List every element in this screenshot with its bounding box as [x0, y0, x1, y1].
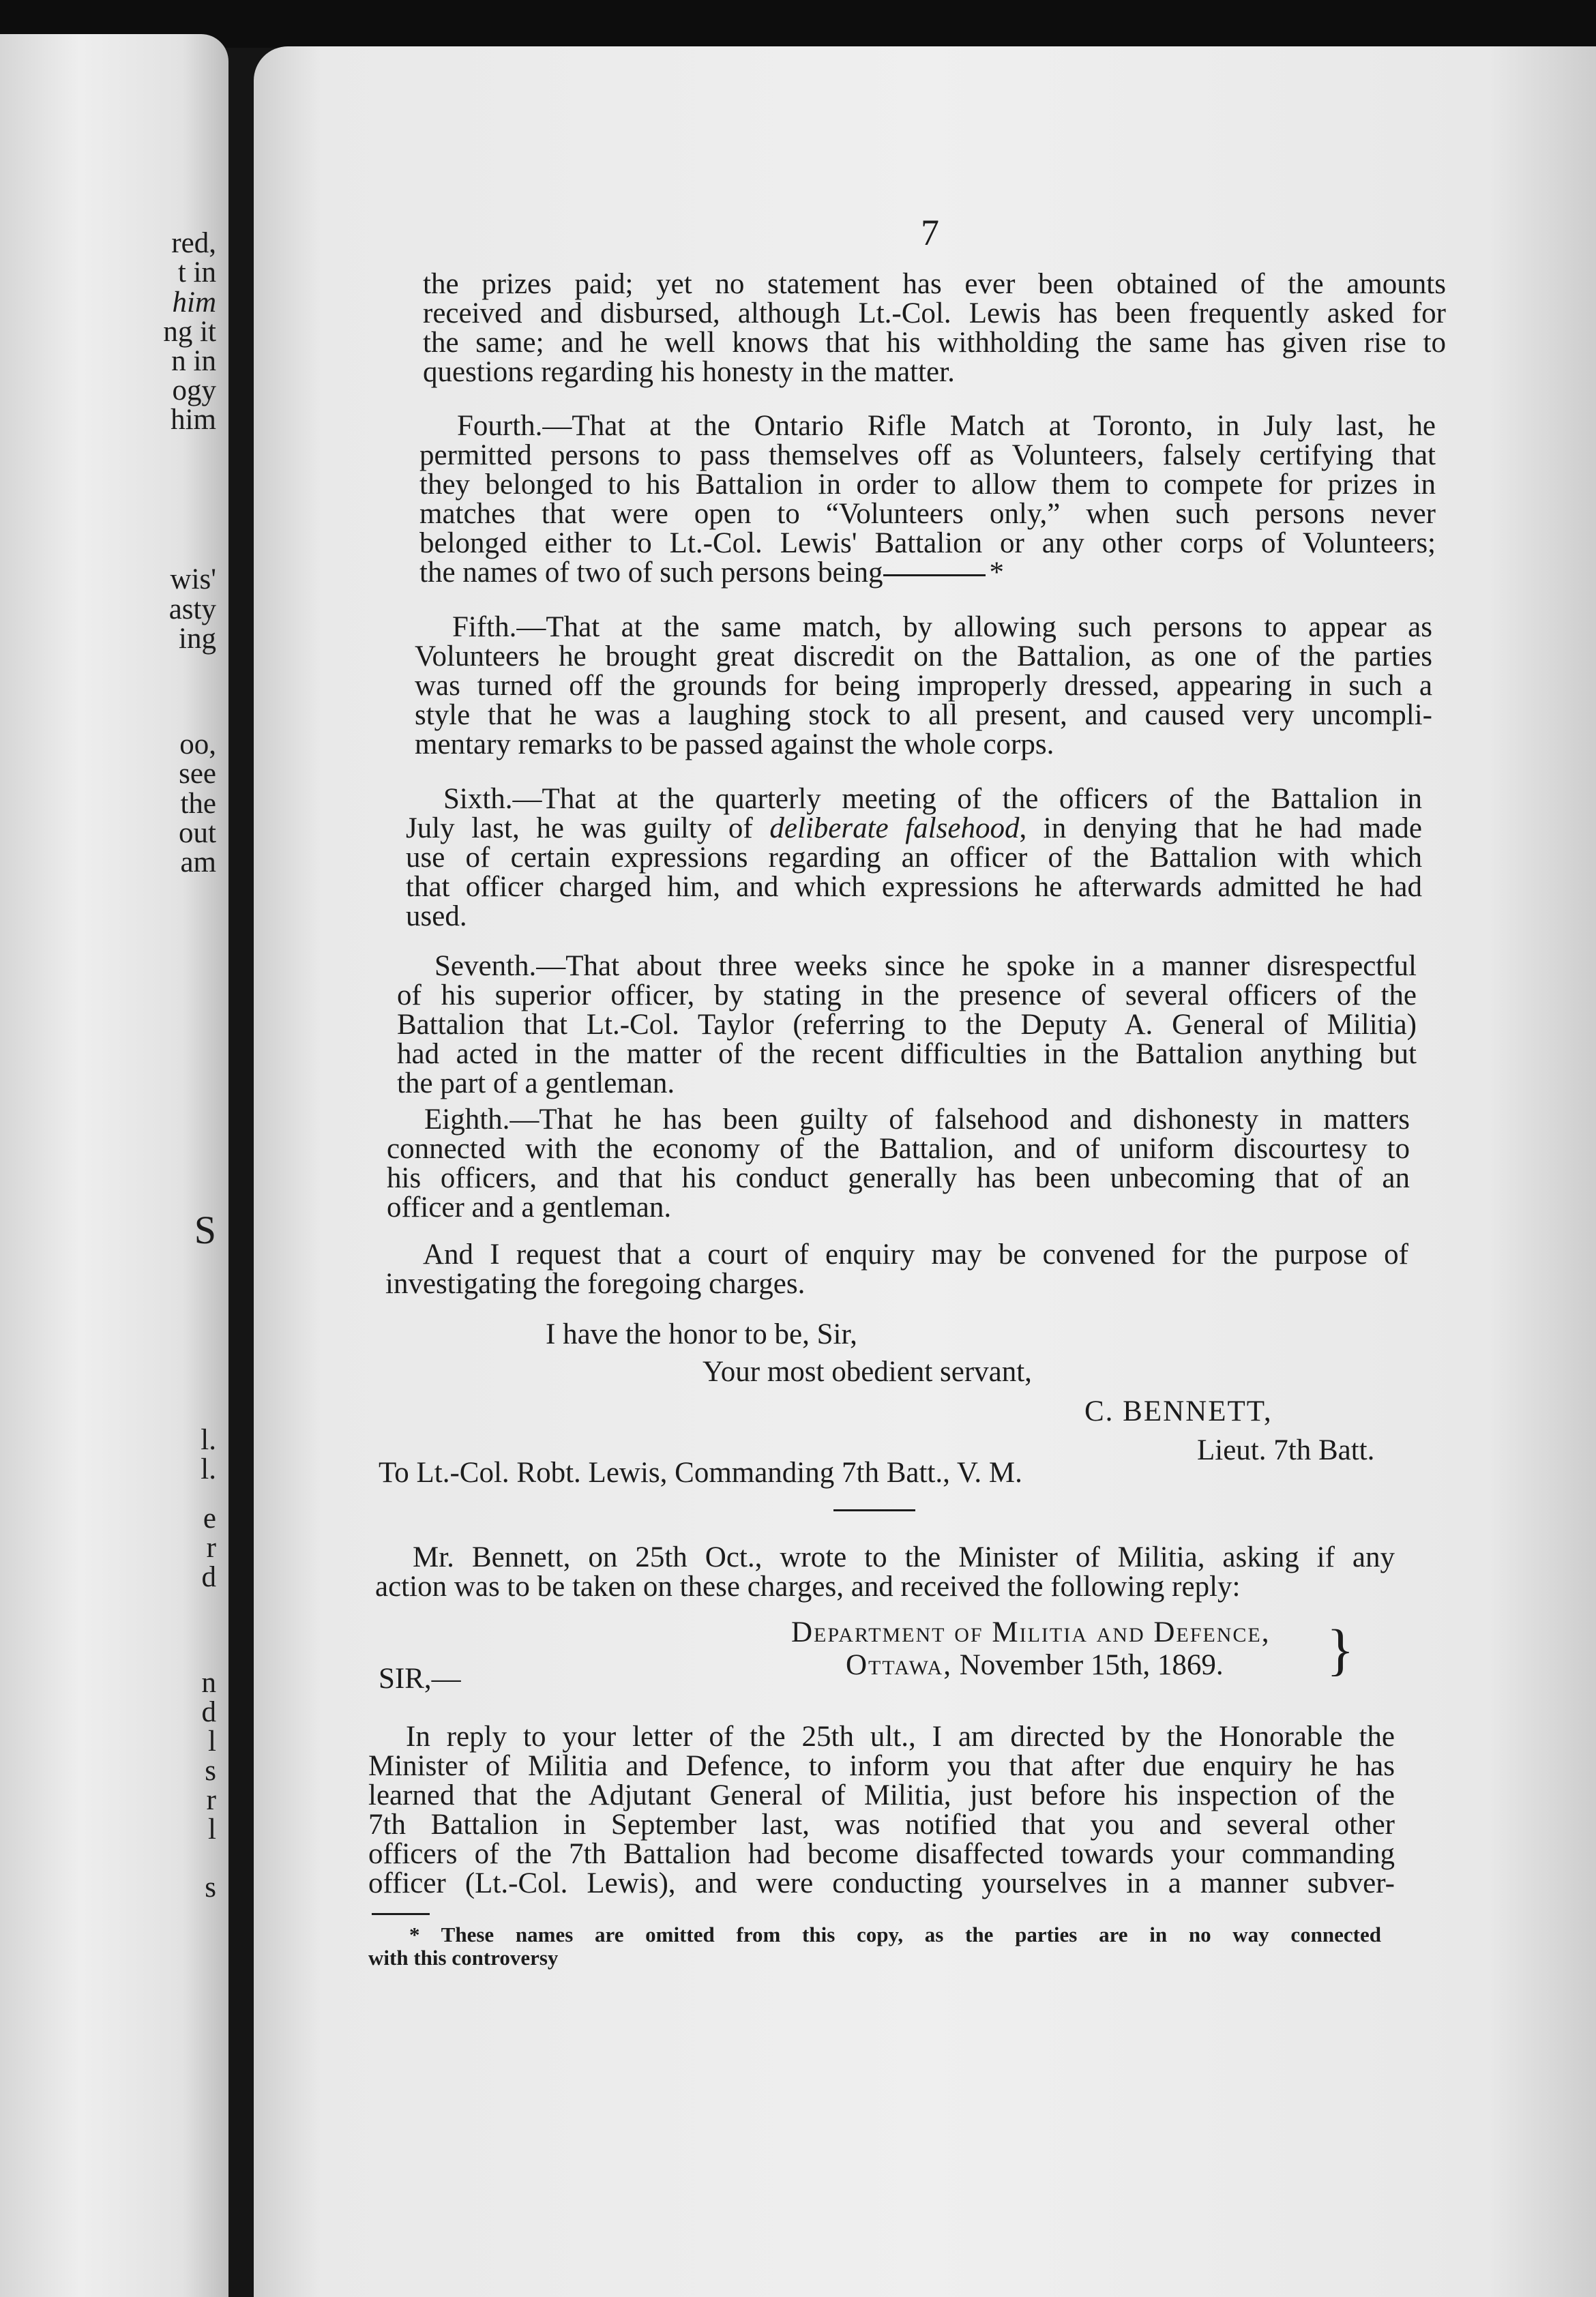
margin-fragment: n in [171, 345, 216, 377]
margin-fragment: s [205, 1871, 216, 1903]
letterhead-place: Ottawa, [846, 1649, 952, 1681]
text-line: investigating the foregoing charges. [385, 1268, 806, 1300]
text-line: Fourth.—That at the Ontario Rifle Match at Toronto, in July last, he [457, 410, 1436, 442]
scan-top-border [0, 0, 1596, 48]
margin-fragment: wis' [170, 563, 216, 595]
text-line: officer and a gentleman. [387, 1191, 672, 1224]
section-divider [833, 1509, 915, 1511]
text-line: style that he was a laughing stock to all present, and caused very uncompli- [415, 699, 1432, 731]
margin-fragment: l. [201, 1453, 216, 1485]
letterhead-date: November 15th, 1869. [951, 1649, 1224, 1681]
margin-fragment: ng it [163, 316, 216, 348]
margin-fragment: him [172, 286, 216, 318]
margin-fragment: l. [201, 1424, 216, 1456]
text-line: mentary remarks to be passed against the whole corps. [415, 728, 1054, 760]
text-line: used. [406, 900, 467, 932]
margin-fragment: d [201, 1561, 216, 1593]
page-number: 7 [921, 212, 939, 253]
footnote [368, 1923, 1381, 1970]
margin-fragment: ogy [172, 374, 216, 406]
margin-fragment: r [206, 1784, 216, 1816]
signature: C. BENNETT, [1084, 1395, 1273, 1427]
margin-fragment: s [205, 1755, 216, 1787]
margin-fragment: d [201, 1696, 216, 1728]
closing-honor: I have the honor to be, Sir, [546, 1318, 857, 1350]
paragraph-charge-fourth [419, 411, 1436, 587]
margin-fragment: t in [177, 256, 216, 288]
text-line: his officers, and that his conduct generally has been unbecoming that of an [387, 1162, 1410, 1194]
text-line: And I request that a court of enquiry may be convened for the purpose of [423, 1239, 1408, 1271]
margin-fragment: see [179, 758, 216, 790]
margin-fragment: e [203, 1502, 216, 1535]
paragraph-request [385, 1240, 1408, 1299]
text-line: Eighth.—That he has been guilty of falsehood and dishonesty in matters [424, 1103, 1410, 1136]
text-line: received and disbursed, although Lt.-Col. Lewis has been frequently asked for [423, 297, 1446, 329]
text-line: Mr. Bennett, on 25th Oct., wrote to the Minister of Militia, asking if any [413, 1541, 1395, 1573]
text-line: Battalion that Lt.-Col. Taylor (referring to the Deputy A. General of Militia) [397, 1009, 1417, 1041]
emphasis-text: deliberate falsehood [769, 812, 1020, 844]
paragraph-narrative [375, 1543, 1395, 1601]
text-line: Sixth.—That at the quarterly meeting of the officers of the Battalion in [443, 783, 1422, 815]
text-line: In reply to your letter of the 25th ult., I am directed by the Honorable the [406, 1721, 1395, 1753]
text-fragment: July last, he was guilty of [406, 812, 770, 844]
margin-fragment: l [208, 1813, 216, 1846]
text-line: permitted persons to pass themselves off as Volunteers, falsely certifying that [419, 439, 1436, 471]
text-line: that officer charged him, and which expressions he afterwards admitted he had [406, 871, 1422, 903]
margin-fragment: the [180, 788, 216, 820]
text-line: connected with the economy of the Battalion, and of uniform discourtesy to [387, 1133, 1410, 1165]
margin-fragment: ing [179, 623, 216, 655]
text-line: they belonged to his Battalion in order to allow them to compete for prizes in [419, 469, 1436, 501]
margin-fragment: oo, [179, 728, 216, 760]
margin-fragment: asty [168, 593, 216, 625]
brace-glyph: } [1327, 1618, 1355, 1682]
text-line: Minister of Militia and Defence, to inform you that after due enquiry he has [368, 1750, 1395, 1782]
text-line: * These names are omitted from this copy, as the parties are in no way connected [409, 1923, 1381, 1946]
text-line: use of certain expressions regarding an officer of the Battalion with which [406, 842, 1422, 874]
text-line: was turned off the grounds for being improperly dressed, appearing in such a [415, 670, 1432, 702]
letterhead-department: Department of Militia and Defence, [791, 1616, 1271, 1648]
margin-fragment: red, [171, 227, 216, 259]
letterhead-place-date [846, 1650, 1224, 1680]
text-line [406, 814, 1422, 843]
omitted-names-blank [883, 574, 986, 576]
text-line [419, 558, 1436, 587]
facing-page-edge [0, 34, 228, 2297]
closing-servant: Your most obedient servant, [703, 1356, 1032, 1388]
text-line: action was to be taken on these charges, and received the following reply: [375, 1571, 1241, 1603]
text-line: 7th Battalion in September last, was notified that you and several other [368, 1809, 1395, 1841]
text-line: Volunteers he brought great discredit on the Battalion, as one of the parties [415, 640, 1432, 672]
margin-fragment: him [171, 404, 216, 436]
margin-fragment: l [208, 1725, 216, 1758]
paragraph-charge-eighth [387, 1105, 1410, 1222]
text-line: with this controversy [368, 1946, 559, 1970]
margin-fragment: n [201, 1667, 216, 1699]
margin-fragment: out [179, 817, 216, 849]
margin-fragment: S [194, 1208, 216, 1252]
salutation: SIR,— [379, 1663, 461, 1695]
text-fragment: the names of two of such persons being [419, 557, 883, 589]
paragraph-continuation [423, 269, 1446, 387]
text-line: questions regarding his honesty in the matter. [423, 356, 955, 388]
addressee: To Lt.-Col. Robt. Lewis, Commanding 7th Batt., V. M. [379, 1457, 1022, 1489]
margin-fragment: am [180, 846, 216, 878]
text-line: of his superior officer, by stating in the presence of several officers of the [397, 979, 1417, 1011]
paragraph-charge-sixth [406, 784, 1422, 931]
signature-rank: Lieut. 7th Batt. [1197, 1434, 1375, 1466]
paragraph-charge-fifth [415, 612, 1432, 759]
footnote-rule [372, 1913, 430, 1915]
paragraph-charge-seventh [397, 951, 1417, 1098]
text-line: belonged either to Lt.-Col. Lewis' Battalion or any other corps of Volunteers; [419, 527, 1436, 559]
text-line: had acted in the matter of the recent difficulties in the Battalion anything but [397, 1038, 1417, 1070]
text-fragment: , in denying that he had made [1019, 812, 1422, 844]
text-line: officer (Lt.-Col. Lewis), and were conducting yourselves in a manner subver- [368, 1867, 1395, 1899]
footnote-marker: * [989, 557, 1004, 589]
text-line: the prizes paid; yet no statement has ever been obtained of the amounts [423, 268, 1446, 300]
text-line: learned that the Adjutant General of Militia, just before his inspection of the [368, 1779, 1395, 1811]
text-line: the part of a gentleman. [397, 1067, 675, 1099]
text-line: officers of the 7th Battalion had become disaffected towards your commanding [368, 1838, 1395, 1870]
text-line: the same; and he well knows that his withholding the same has given rise to [423, 327, 1446, 359]
text-line: Fifth.—That at the same match, by allowing such persons to appear as [452, 611, 1432, 643]
margin-fragment: r [206, 1532, 216, 1564]
paragraph-reply [368, 1722, 1395, 1898]
text-line: Seventh.—That about three weeks since he spoke in a manner disrespectful [434, 950, 1417, 982]
text-line: matches that were open to “Volunteers only,” when such persons never [419, 498, 1436, 530]
